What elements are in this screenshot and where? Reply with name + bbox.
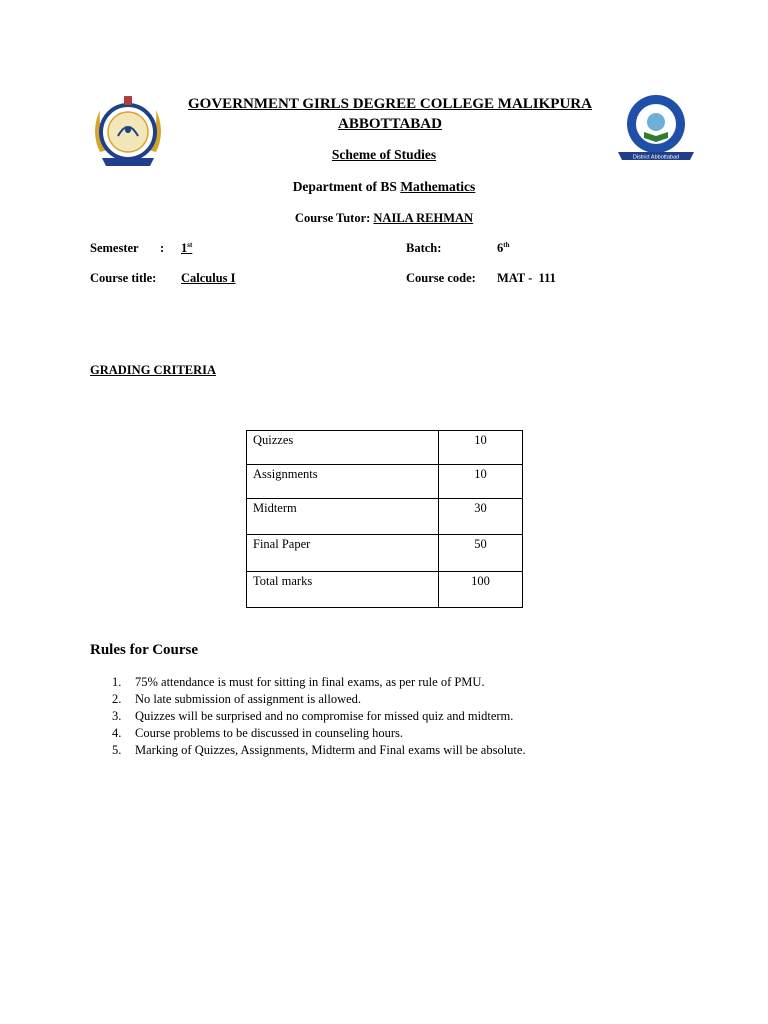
district-caption: District Abbottabad <box>632 154 680 161</box>
grading-table <box>246 430 523 608</box>
grade-item-marks: 10 <box>439 431 523 465</box>
grade-item-marks: 30 <box>439 499 523 535</box>
grade-item-marks: 10 <box>439 465 523 499</box>
semester-number: 1 <box>181 241 188 256</box>
course-code-value: MAT - 111 <box>497 271 556 285</box>
rule-text: Marking of Quizzes, Assignments, Midterm and Final exams will be absolute. <box>135 743 526 757</box>
table-row <box>247 572 523 608</box>
department-prefix: Department of BS <box>292 179 401 194</box>
grade-item-label: Total marks <box>247 572 439 608</box>
grade-item-label: Quizzes <box>247 431 439 465</box>
table-row <box>247 465 523 499</box>
grade-item-label: Final Paper <box>247 535 439 572</box>
list-item <box>90 708 526 725</box>
batch-suffix: th <box>503 241 510 249</box>
rules-list <box>90 674 526 759</box>
list-item <box>90 725 526 742</box>
department-heading <box>0 179 768 195</box>
rule-text: Course problems to be discussed in counseling hours. <box>135 726 404 740</box>
college-title <box>170 94 610 134</box>
batch-number: 6 <box>497 241 504 256</box>
grade-item-label: Assignments <box>247 465 439 499</box>
list-item <box>90 674 526 691</box>
rule-number: 4. <box>112 726 122 740</box>
list-item <box>90 691 526 708</box>
table-row <box>247 535 523 572</box>
title-line-2: ABBOTTABAD <box>338 116 442 132</box>
rule-text: No late submission of assignment is allowed. <box>135 692 362 706</box>
course-title-value: Calculus I <box>181 271 236 285</box>
table-row <box>247 499 523 535</box>
title-line-1: GOVERNMENT GIRLS DEGREE COLLEGE MALIKPURA <box>188 96 592 112</box>
tutor-label: Course Tutor: <box>294 211 374 225</box>
course-code-label: Course code: <box>406 271 476 285</box>
semester-value <box>181 241 198 256</box>
scheme-heading <box>0 147 768 163</box>
list-item <box>90 742 526 759</box>
rule-number: 3. <box>112 709 122 723</box>
department-subject: Mathematics <box>400 179 476 194</box>
grading-criteria-heading: GRADING CRITERIA <box>90 363 217 377</box>
semester-colon: : <box>160 241 165 255</box>
scheme-of-studies: Scheme of Studies <box>331 147 437 162</box>
rule-text: Quizzes will be surprised and no compromise for missed quiz and midterm. <box>135 709 514 723</box>
batch-label: Batch: <box>406 241 442 255</box>
grade-item-marks: 100 <box>439 572 523 608</box>
rules-title: Rules for Course <box>90 642 199 658</box>
rule-text: 75% attendance is must for sitting in final exams, as per rule of PMU. <box>135 675 485 689</box>
semester-suffix: st <box>187 241 193 249</box>
rule-number: 5. <box>112 743 122 757</box>
table-row <box>247 431 523 465</box>
semester-label: Semester <box>90 241 139 255</box>
batch-value <box>497 241 509 256</box>
course-title-label: Course title: <box>90 271 157 285</box>
rule-number: 2. <box>112 692 122 706</box>
course-tutor-line <box>0 211 768 226</box>
grade-item-label: Midterm <box>247 499 439 535</box>
grade-item-marks: 50 <box>439 535 523 572</box>
rule-number: 1. <box>112 675 122 689</box>
tutor-name: NAILA REHMAN <box>373 211 474 225</box>
